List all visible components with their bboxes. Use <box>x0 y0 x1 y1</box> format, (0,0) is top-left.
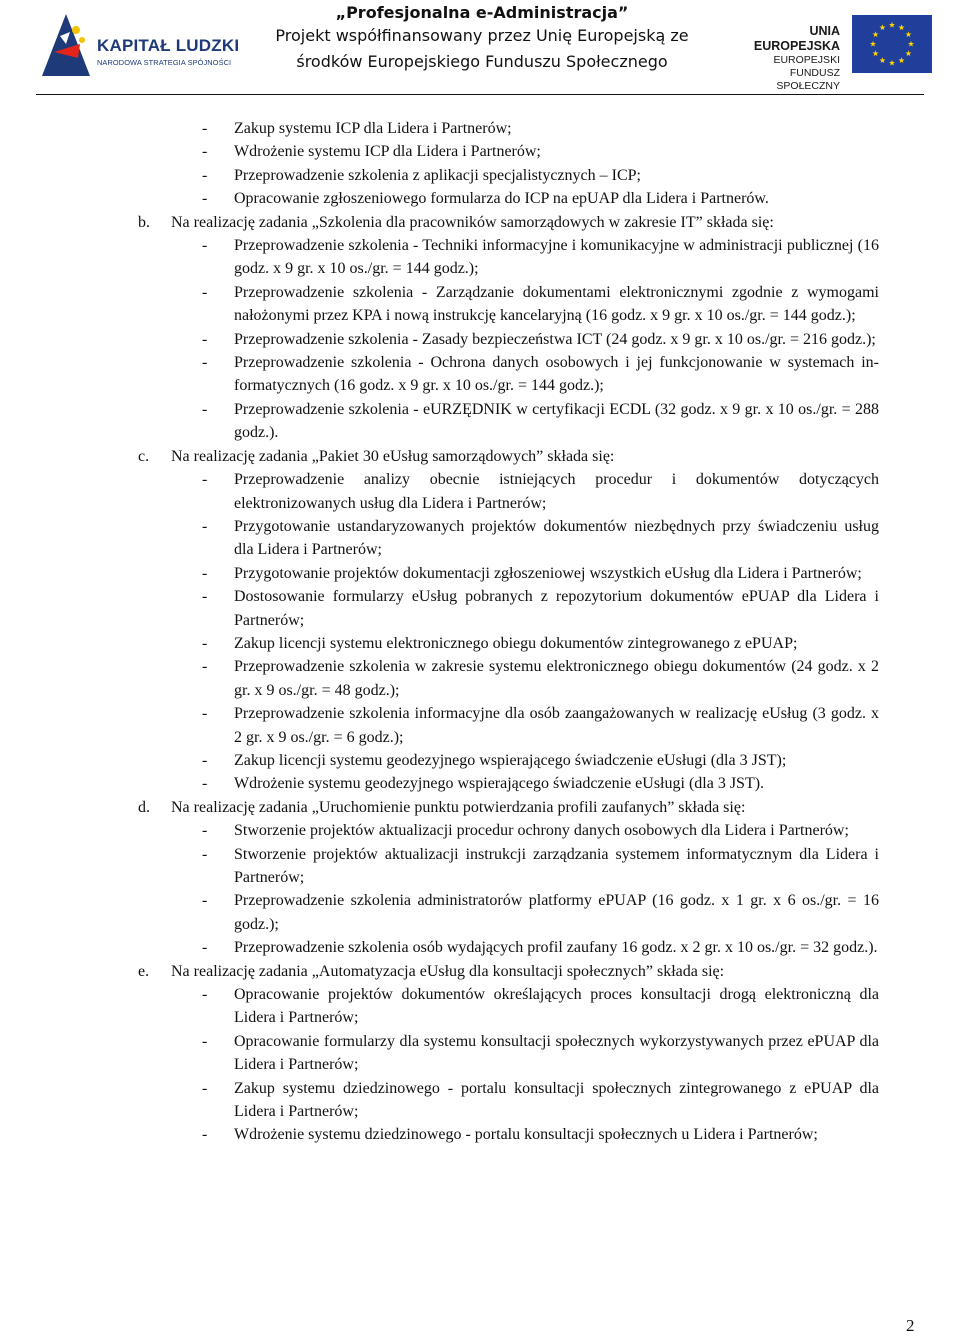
list-item: - Wdrożenie systemu dziedzinowego - portalu konsultacji społecznych u Lidera i Partnerów; <box>202 1126 818 1144</box>
list-item-text: Przeprowadzenie szkolenia administratorów platformy ePUAP (16 godz. x 1 gr. x 6 os./gr. = 16 godz.); <box>234 892 879 933</box>
list-item: - Przeprowadzenie szkolenia osób wydających profil zaufany 16 godz. x 2 gr. x 10 os./gr. = 32 godz.). <box>202 939 878 957</box>
kapital-ludzki-emblem-icon <box>40 12 94 78</box>
kapital-ludzki-title: KAPITAŁ LUDZKI <box>97 36 240 55</box>
section-intro-text: Na realizację zadania „Szkolenia dla pracowników samorządowych w zakresie IT” składa się: <box>171 213 774 231</box>
list-item-text: Wdrożenie systemu dziedzinowego - portalu konsultacji społecznych u Lidera i Partnerów; <box>234 1126 818 1144</box>
list-item: - Zakup licencji systemu elektronicznego obiegu dokumentów zintegrowanego z ePUAP; <box>202 634 798 652</box>
list-item: - Przeprowadzenie szkolenia - Zasady bezpieczeństwa ICT (24 godz. x 9 gr. x 10 os./gr. = 216 godz.); <box>202 330 876 348</box>
project-title: „Profesjonalna e-Administracja” <box>335 3 629 22</box>
section-letter: b. <box>138 213 150 231</box>
list-item-text: Stworzenie projektów aktualizacji procedur ochrony danych osobowych dla Lidera i Partnerów; <box>234 822 849 840</box>
list-item-text: Dostosowanie formularzy eUsług pobranych z repozytorium dokumentów ePUAP dla Lidera i Partnerów; <box>234 588 879 629</box>
list-item: - Dostosowanie formularzy eUsług pobranych z repozytorium dokumentów ePUAP dla Lidera i Partnerów; <box>202 588 879 629</box>
list-item-text: Opracowanie zgłoszeniowego formularza do ICP na epUAP dla Lidera i Partnerów. <box>234 190 769 208</box>
list-item: - Opracowanie formularzy dla systemu konsultacji społecznych wykorzystywanych przez ePUAP dla Lidera i Partnerów; <box>202 1032 879 1074</box>
eu-fund-label <box>724 24 840 93</box>
list-item-text: Stworzenie projektów aktualizacji instrukcji zarządzania systemem informatycznym dla Lidera i Partnerów; <box>234 845 879 886</box>
list-item-text: Przeprowadzenie szkolenia informacyjne dla osób zaangażowanych w realizację eUsług (3 godz. x 2 gr. x 9 os./gr. = 6 godz.); <box>234 705 879 746</box>
section-intro-text: Na realizację zadania „Automatyzacja eUsług dla konsultacji społecznych” składa się: <box>171 962 725 980</box>
eu-label-line-3: FUNDUSZ SPOŁECZNY <box>776 67 840 92</box>
list-item: - Wdrożenie systemu geodezyjnego wspierającego świadczenie eUsługi (dla 3 JST). <box>202 775 765 793</box>
cofinancing-line-2: środków Europejskiego Funduszu Społecznego <box>296 52 668 71</box>
list-item: - Przeprowadzenie szkolenia - Ochrona danych osobowych i jej funkcjonowanie w systemach in-formatycznych (16 godz. x 9 gr. x 10 os./gr. = 144 godz.); <box>202 354 879 395</box>
list-item: - Przygotowanie ustandaryzowanych projektów dokumentów niezbędnych przy świadczeniu usług dla Lidera i Partnerów; <box>202 517 879 559</box>
list-item-text: Wdrożenie systemu ICP dla Lidera i Partnerów; <box>234 143 541 161</box>
list-item-text: Przeprowadzenie szkolenia - Zasady bezpieczeństwa ICT (24 godz. x 9 gr. x 10 os./gr. = 216 godz.); <box>234 330 876 348</box>
section-e-intro <box>0 960 960 983</box>
project-info <box>262 2 702 75</box>
list-item: - Przeprowadzenie szkolenia - Techniki informacyjne i komunikacyjne w administracji publicznej (16 godz. x 9 gr. x 10 os./gr. = 144 godz.); <box>202 237 879 278</box>
list-item: - Przeprowadzenie szkolenia - Zarządzanie dokumentami elektronicznymi zgodnie z wymogami nałożonymi przez KPA i nową instrukcję kancelaryjną (16 godz. x 9 gr. x 10 os./gr. = 144 godz.); <box>202 283 879 325</box>
list-item-text: Przygotowanie projektów dokumentacji zgłoszeniowej wszystkich eUsług dla Lidera i Partnerów; <box>234 564 862 582</box>
section-letter: d. <box>138 798 150 816</box>
page-number: 2 <box>906 1316 915 1335</box>
section-intro-text: Na realizację zadania „Pakiet 30 eUsług samorządowych” składa się: <box>171 447 615 465</box>
list-item: - Przeprowadzenie szkolenia informacyjne dla osób zaangażowanych w realizację eUsług (3 godz. x 2 gr. x 9 os./gr. = 6 godz.); <box>202 705 879 746</box>
eu-label-line-2: EUROPEJSKI <box>773 54 840 66</box>
list-item-text: Zakup licencji systemu geodezyjnego wspierającego świadczenie eUsługi (dla 3 JST); <box>234 751 787 769</box>
list-item: - Zakup systemu dziedzinowego - portalu konsultacji społecznych zintegrowanego z ePUAP dla Lidera i Partnerów; <box>202 1079 879 1121</box>
list-item: - Opracowanie projektów dokumentów określających proces konsultacji drogą elektroniczną dla Lidera i Partnerów; <box>202 986 879 1027</box>
list-item: - Wdrożenie systemu ICP dla Lidera i Partnerów; <box>202 143 541 161</box>
list-item-text: Opracowanie projektów dokumentów określających proces konsultacji drogą elektroniczną dla Lidera i Partnerów; <box>234 986 879 1027</box>
list-item-text: Przeprowadzenie szkolenia osób wydających profil zaufany 16 godz. x 2 gr. x 10 os./gr. = 32 godz.). <box>234 939 878 957</box>
section-letter: e. <box>138 962 150 980</box>
list-item: - Przeprowadzenie szkolenia administratorów platformy ePUAP (16 godz. x 1 gr. x 6 os./gr. = 16 godz.); <box>202 892 879 933</box>
section-b-intro <box>0 211 960 234</box>
kapital-ludzki-logo <box>40 12 240 82</box>
list-item-text: Przeprowadzenie szkolenia z aplikacji specjalistycznych – ICP; <box>234 166 641 184</box>
list-item: - Zakup systemu ICP dla Lidera i Partnerów; <box>202 120 512 137</box>
list-item: - Przeprowadzenie szkolenia w zakresie systemu elektronicznego obiegu dokumentów (24 godz. x 2 gr. x 9 os./gr. = 48 godz.); <box>202 658 879 699</box>
list-item: - Przygotowanie projektów dokumentacji zgłoszeniowej wszystkich eUsług dla Lidera i Partnerów; <box>202 564 862 582</box>
list-item: - Przeprowadzenie analizy obecnie istniejących procedur i dokumentów dotyczących elektronizowanych usług dla Lidera i Partnerów; <box>202 471 879 512</box>
section-c-intro <box>0 445 960 468</box>
list-item-text: Przeprowadzenie analizy obecnie istniejących procedur i dokumentów dotyczących elektronizowanych usług dla Lidera i Partnerów; <box>234 471 879 512</box>
list-item: - Opracowanie zgłoszeniowego formularza do ICP na epUAP dla Lidera i Partnerów. <box>202 190 769 208</box>
document-body <box>0 117 960 1147</box>
page-header <box>0 0 960 94</box>
list-item-text: Opracowanie formularzy dla systemu konsultacji społecznych wykorzystywanych przez ePUAP dla Lidera i Partnerów; <box>234 1032 879 1074</box>
kapital-ludzki-subtitle: NARODOWA STRATEGIA SPÓJNOŚCI <box>97 58 232 67</box>
eu-label-line-1: UNIA EUROPEJSKA <box>753 24 840 53</box>
list-item: - Przeprowadzenie szkolenia - eURZĘDNIK w certyfikacji ECDL (32 godz. x 9 gr. x 10 os./gr. = 288 godz.). <box>202 400 879 442</box>
list-item-text: Zakup licencji systemu elektronicznego obiegu dokumentów zintegrowanego z ePUAP; <box>234 634 798 652</box>
section-intro-text: Na realizację zadania „Uruchomienie punktu potwierdzania profili zaufanych” składa się: <box>171 798 746 816</box>
list-item-text: Wdrożenie systemu geodezyjnego wspierającego świadczenie eUsługi (dla 3 JST). <box>234 775 765 793</box>
list-item-text: Zakup systemu dziedzinowego - portalu konsultacji społecznych zintegrowanego z ePUAP dla Lidera i Partnerów; <box>234 1079 879 1121</box>
list-item-text: Przeprowadzenie szkolenia w zakresie systemu elektronicznego obiegu dokumentów (24 godz. x 2 gr. x 9 os./gr. = 48 godz.); <box>234 658 879 699</box>
list-item-text: Przeprowadzenie szkolenia - Zarządzanie dokumentami elektronicznymi zgodnie z wymogami nałożonymi przez KPA i nową instrukcję kancelaryjną (16 godz. x 9 gr. x 10 os./gr. = 144 godz.); <box>234 283 879 325</box>
list-item-text: Zakup systemu ICP dla Lidera i Partnerów; <box>234 120 512 137</box>
section-letter: c. <box>138 447 150 465</box>
list-item: - Stworzenie projektów aktualizacji procedur ochrony danych osobowych dla Lidera i Partnerów; <box>202 822 849 840</box>
list-item-text: Przeprowadzenie szkolenia - eURZĘDNIK w certyfikacji ECDL (32 godz. x 9 gr. x 10 os./gr. = 288 godz.). <box>234 400 879 442</box>
section-d-intro <box>0 796 960 819</box>
list-item-text: Przygotowanie ustandaryzowanych projektów dokumentów niezbędnych przy świadczeniu usług dla Lidera i Partnerów; <box>234 517 879 559</box>
list-item: - Przeprowadzenie szkolenia z aplikacji specjalistycznych – ICP; <box>202 166 641 184</box>
list-item-text: Przeprowadzenie szkolenia - Techniki informacyjne i komunikacyjne w administracji publicznej (16 godz. x 9 gr. x 10 os./gr. = 144 godz.); <box>234 237 879 278</box>
list-item-text: Przeprowadzenie szkolenia - Ochrona danych osobowych i jej funkcjonowanie w systemach in-formatycznych (16 godz. x 9 gr. x 10 os./gr. = 144 godz.); <box>234 354 879 395</box>
eu-flag-icon <box>852 15 932 73</box>
list-item: - Zakup licencji systemu geodezyjnego wspierającego świadczenie eUsługi (dla 3 JST); <box>202 751 787 769</box>
header-divider <box>36 94 924 95</box>
list-item: - Stworzenie projektów aktualizacji instrukcji zarządzania systemem informatycznym dla Lidera i Partnerów; <box>202 845 879 886</box>
cofinancing-line-1: Projekt współfinansowany przez Unię Europejską ze <box>275 26 689 45</box>
